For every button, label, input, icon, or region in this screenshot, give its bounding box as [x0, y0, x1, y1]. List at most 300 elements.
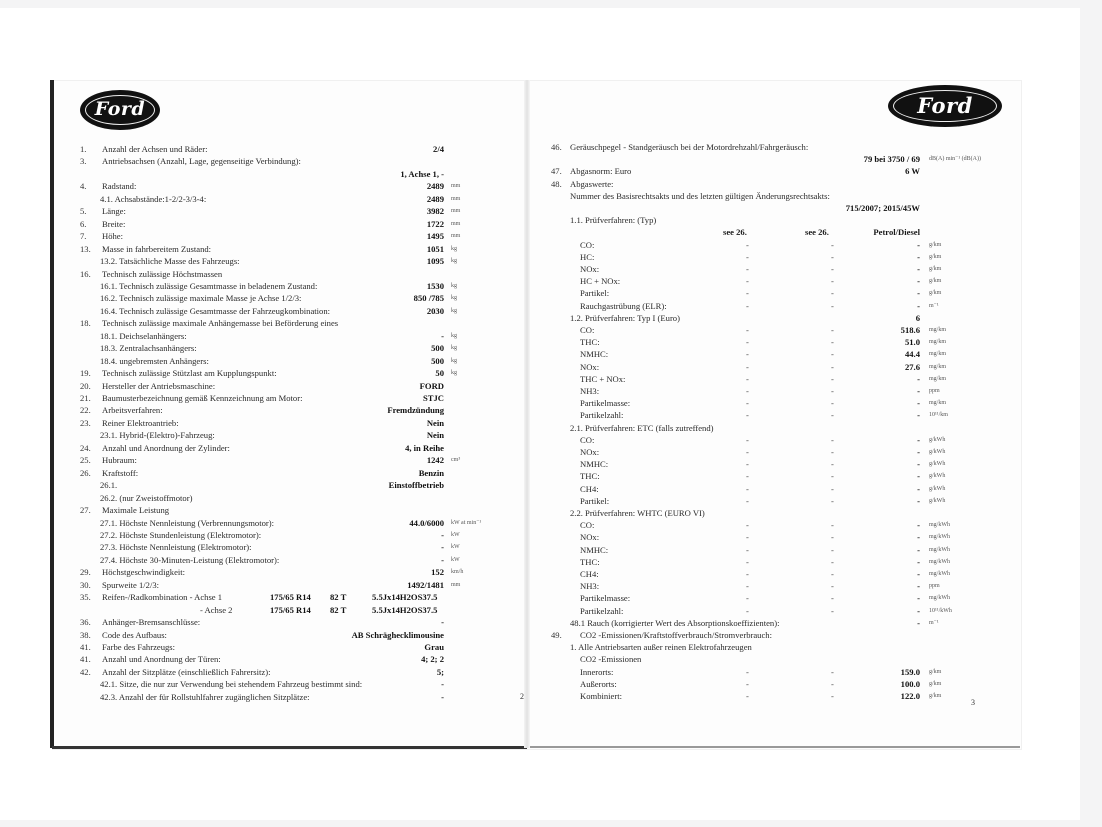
col-value-2: - — [831, 691, 834, 701]
row-value: 2030 — [426, 305, 444, 316]
row-value: 3982 — [426, 206, 444, 217]
row-unit: cm³ — [451, 457, 461, 464]
emission-row — [0, 385, 1020, 397]
row-unit: mg/kWh — [929, 595, 950, 602]
row-value: - — [917, 495, 920, 506]
row-label: Antriebsachsen (Anzahl, Lage, gegenseitige Verbindung): — [102, 156, 301, 167]
row-value: 5; — [436, 666, 444, 677]
col-value-2: - — [831, 373, 834, 384]
row-unit: kW at min⁻¹ — [451, 519, 482, 526]
row-label: CO: — [580, 325, 595, 335]
emission-row — [0, 141, 1020, 153]
row-value: - — [917, 410, 920, 421]
row-label: Reifen-/Radkombination - Achse 1 — [102, 592, 223, 603]
row-label: Anzahl und Anordnung der Türen: — [102, 654, 221, 665]
row-label: Partikelzahl: — [580, 605, 624, 616]
row-unit: mm — [451, 581, 461, 588]
col-value-1: - — [746, 386, 749, 396]
row-label: NH3: — [580, 386, 600, 396]
ford-logo-text: Ford — [917, 93, 973, 118]
row-label: 18.4. ungebremsten Anhängers: — [100, 355, 209, 366]
emission-row — [0, 568, 1020, 580]
col-value-2: - — [831, 349, 834, 360]
emission-row — [0, 605, 1020, 617]
row-value: - — [441, 554, 444, 565]
row-number: 41. — [80, 654, 91, 665]
scan-edge-bottom-right — [530, 746, 1020, 748]
row-value: - — [917, 544, 920, 555]
row-value: 4, in Reihe — [405, 442, 444, 453]
emission-row — [0, 202, 1020, 214]
emission-row — [0, 239, 1020, 251]
load-index: 82 T — [330, 592, 347, 603]
row-value: 715/2007; 2015/45W — [845, 203, 920, 213]
row-label: Anzahl der Achsen und Räder: — [102, 144, 208, 154]
row-unit: 10¹¹/kWh — [929, 607, 952, 614]
row-number: 1. — [80, 144, 87, 154]
row-value: 1495 — [426, 231, 444, 242]
row-unit: kW — [451, 544, 460, 551]
row-label: Partikel: — [580, 288, 610, 299]
row-value: - — [917, 239, 920, 250]
row-unit: mg/km — [929, 327, 947, 333]
row-unit: g/km — [929, 278, 942, 285]
row-unit: mg/kWh — [929, 546, 950, 553]
row-number: 26. — [80, 467, 91, 478]
col-value-2: - — [831, 410, 834, 421]
col-value-2: - — [831, 337, 834, 348]
col-value-1: - — [746, 239, 749, 250]
row-label: NMHC: — [580, 349, 609, 360]
row-label: 16.2. Technisch zulässige maximale Masse je Achse 1/2/3: — [100, 293, 302, 304]
row-value: 6 W — [905, 166, 920, 177]
row-number: 18. — [80, 318, 91, 329]
row-number: 30. — [80, 579, 91, 590]
row-label: 42.3. Anzahl der für Rollstuhlfahrer zugänglichen Sitzplätze: — [100, 691, 310, 702]
row-value: Nein — [426, 417, 444, 428]
row-value: 79 bei 3750 / 69 — [863, 154, 920, 165]
emission-row — [0, 666, 1020, 678]
emission-row — [0, 214, 1020, 226]
row-value: AB Schräghecklimousine — [351, 629, 444, 640]
row-value: - — [917, 471, 920, 482]
emission-row — [0, 531, 1020, 543]
emission-row — [0, 422, 1020, 434]
row-unit: g/km — [929, 253, 942, 260]
row-label: Höchstgeschwindigkeit: — [102, 567, 186, 578]
row-label: CH4: — [580, 483, 599, 494]
emission-row — [0, 434, 1020, 446]
emission-row — [0, 678, 1020, 690]
row-number: 6. — [80, 218, 87, 229]
row-number: 41. — [80, 642, 91, 652]
row-value: - — [917, 386, 920, 396]
emission-row — [0, 617, 1020, 629]
row-value: FORD — [419, 380, 444, 391]
row-number: 5. — [80, 206, 87, 217]
row-value: - — [917, 569, 920, 579]
row-number: 13. — [80, 243, 91, 254]
row-label: Höhe: — [102, 231, 124, 242]
row-label: Abgasnorm: Euro — [570, 166, 632, 177]
col-value-1: - — [746, 495, 749, 506]
row-label: 42.1. Sitze, die nur zur Verwendung bei stehendem Fahrzeug bestimmt sind: — [100, 679, 363, 690]
emission-row — [0, 544, 1020, 556]
col-value-1: - — [746, 544, 749, 555]
row-label: Hersteller der Antriebsmaschine: — [102, 380, 216, 391]
row-label: NOx: — [580, 532, 600, 543]
row-value: - — [917, 520, 920, 531]
row-value: 2489 — [426, 193, 444, 204]
row-label: Arbeitsverfahren: — [102, 405, 163, 416]
row-number: 22. — [80, 405, 91, 416]
row-label: Länge: — [102, 206, 126, 217]
row-number: 24. — [80, 442, 91, 453]
row-number: 23. — [80, 417, 91, 428]
emission-row — [0, 178, 1020, 190]
row-label: 4.1. Achsabstände:1-2/2-3/3-4: — [100, 193, 207, 204]
row-label: CO: — [580, 520, 595, 531]
row-unit: dB(A) min⁻¹ (dB(A)) — [929, 156, 981, 163]
row-label: Partikelmasse: — [580, 398, 631, 409]
row-unit: g/km — [929, 266, 942, 272]
col-value-1: - — [746, 337, 749, 348]
row-label: - Achse 2 — [200, 604, 233, 615]
row-unit: mg/kWh — [929, 558, 950, 565]
emission-row — [0, 263, 1020, 275]
row-unit: kW — [451, 556, 460, 563]
row-label: Kraftstoff: — [102, 467, 139, 478]
row-unit: mg/km — [929, 339, 947, 346]
col-value-1: - — [746, 398, 749, 409]
row-label: 27.4. Höchste 30-Minuten-Leistung (Elektromotor): — [100, 554, 280, 565]
emission-row — [0, 165, 1020, 177]
col-value-1: - — [746, 300, 749, 311]
row-label: NOx: — [580, 264, 600, 274]
col-value-1: - — [746, 581, 749, 592]
row-number: 7. — [80, 231, 87, 242]
col-value-1: - — [746, 593, 749, 604]
col-value-2: - — [831, 483, 834, 494]
emission-row — [0, 556, 1020, 568]
column-header: see 26. — [723, 227, 747, 238]
row-label: 27.1. Höchste Nennleistung (Verbrennungsmotor): — [100, 517, 274, 528]
row-value: 152 — [431, 567, 444, 578]
row-label: 23.1. Hybrid-(Elektro)-Fahrzeug: — [100, 430, 215, 441]
col-value-1: - — [746, 434, 749, 445]
row-value: - — [441, 330, 444, 341]
row-label: NMHC: — [580, 544, 609, 555]
emission-row — [0, 483, 1020, 495]
row-label: Kombiniert: — [580, 691, 623, 701]
row-label: Anzahl der Sitzplätze (einschließlich Fahrersitz): — [102, 666, 271, 677]
row-value: - — [917, 459, 920, 470]
emission-row — [0, 312, 1020, 324]
tire-size: 175/65 R14 — [270, 604, 311, 615]
row-label: 16.4. Technisch zulässige Gesamtmasse der Fahrzeugkombination: — [100, 305, 331, 316]
row-value: 2489 — [426, 181, 444, 192]
row-label: NOx: — [580, 361, 600, 372]
row-label: HC + NOx: — [580, 276, 621, 287]
row-value: - — [917, 373, 920, 384]
emission-row — [0, 495, 1020, 507]
emission-row — [0, 373, 1020, 385]
col-value-2: - — [831, 666, 834, 677]
row-value: - — [917, 483, 920, 494]
row-label: 2.1. Prüfverfahren: ETC (falls zutreffend) — [570, 422, 714, 433]
row-value: 2/4 — [433, 144, 444, 154]
row-label: Code des Aufbaus: — [102, 629, 167, 640]
row-value: 4; 2; 2 — [421, 654, 444, 665]
row-label: Masse in fahrbereitem Zustand: — [102, 243, 212, 254]
row-unit: kg — [451, 345, 457, 352]
col-value-1: - — [746, 569, 749, 579]
row-value: 27.6 — [904, 361, 920, 372]
row-value: - — [917, 532, 920, 543]
row-value: - — [917, 593, 920, 604]
row-unit: mm — [451, 195, 461, 202]
row-value: 50 — [435, 368, 444, 379]
row-label: CO: — [580, 434, 595, 445]
col-value-2: - — [831, 556, 834, 567]
row-value: - — [441, 679, 444, 690]
row-unit: m⁻¹ — [929, 302, 939, 309]
row-label: Radstand: — [102, 181, 137, 192]
emission-row — [0, 251, 1020, 263]
row-label: 26.2. (nur Zweistoffmotor) — [100, 492, 193, 503]
row-label: HC: — [580, 251, 595, 262]
row-unit: g/kWh — [929, 485, 946, 492]
emission-row — [0, 190, 1020, 202]
row-label: 1. Alle Antriebsarten außer reinen Elektrofahrzeugen — [570, 642, 752, 653]
row-number: 19. — [80, 368, 91, 379]
row-label: Breite: — [102, 218, 126, 229]
row-label: Partikelzahl: — [580, 410, 624, 421]
row-value: 51.0 — [904, 337, 920, 348]
row-unit: mg/km — [929, 375, 947, 382]
col-value-1: - — [746, 471, 749, 482]
row-unit: 10¹¹/km — [929, 412, 948, 419]
col-value-1: - — [746, 483, 749, 494]
row-unit: kg — [451, 357, 457, 364]
page-number-left: 2 — [520, 692, 524, 701]
row-number: 29. — [80, 567, 91, 578]
row-label: THC: — [580, 556, 600, 567]
ford-logo-left — [82, 92, 158, 128]
row-value: STJC — [422, 393, 444, 403]
row-unit: g/km — [929, 680, 942, 687]
row-unit: kg — [451, 332, 457, 339]
col-value-2: - — [831, 593, 834, 604]
row-value: - — [917, 605, 920, 616]
col-value-1: - — [746, 532, 749, 543]
row-unit: g/kWh — [929, 473, 946, 480]
row-value: - — [917, 276, 920, 287]
col-value-2: - — [831, 471, 834, 482]
row-value: 44.4 — [904, 349, 920, 360]
emission-row — [0, 446, 1020, 458]
row-value: - — [917, 398, 920, 409]
col-value-1: - — [746, 373, 749, 384]
emission-row — [0, 324, 1020, 336]
col-value-2: - — [831, 605, 834, 616]
row-value: 1492/1481 — [407, 579, 444, 590]
row-unit: mm — [451, 233, 461, 240]
row-value: - — [917, 581, 920, 592]
col-value-2: - — [831, 288, 834, 299]
row-number: 4. — [80, 181, 87, 192]
row-label: 27.2. Höchste Stundenleistung (Elektromotor): — [100, 529, 262, 540]
row-label: NMHC: — [580, 459, 609, 470]
row-number: 42. — [80, 666, 91, 677]
row-label: CH4: — [580, 569, 599, 579]
row-label: Reiner Elektroantrieb: — [102, 417, 179, 428]
row-label: Maximale Leistung — [102, 505, 170, 516]
emission-row — [0, 348, 1020, 360]
row-unit: mg/kWh — [929, 522, 950, 529]
emission-row — [0, 470, 1020, 482]
col-value-1: - — [746, 520, 749, 531]
tire-size: 175/65 R14 — [270, 592, 311, 603]
row-unit: g/kWh — [929, 449, 946, 455]
row-unit: g/km — [929, 693, 942, 699]
load-index: 82 T — [330, 604, 347, 615]
emission-row — [0, 409, 1020, 421]
row-label: Geräuschpegel - Standgeräusch bei der Motordrehzahl/Fahrgeräusch: — [570, 142, 809, 152]
row-label: Technisch zulässige Stützlast am Kupplungspunkt: — [102, 368, 277, 379]
emission-row — [0, 580, 1020, 592]
row-unit: kg — [451, 370, 457, 377]
row-unit: kg — [451, 295, 457, 302]
row-value: - — [441, 542, 444, 553]
row-label: 27.3. Höchste Nennleistung (Elektromotor): — [100, 542, 252, 553]
emission-row — [0, 226, 1020, 238]
row-value: 1051 — [426, 243, 444, 254]
col-value-1: - — [746, 666, 749, 677]
emission-row — [0, 287, 1020, 299]
row-value: 1095 — [426, 256, 444, 267]
col-value-2: - — [831, 276, 834, 287]
row-value: 44.0/6000 — [409, 517, 444, 528]
row-value: 500 — [431, 343, 444, 354]
row-label: THC + NOx: — [580, 373, 626, 384]
col-value-2: - — [831, 361, 834, 372]
emission-row — [0, 507, 1020, 519]
emission-row — [0, 361, 1020, 373]
scan-edge-bottom — [52, 746, 527, 749]
row-label: Technisch zulässige Höchstmassen — [102, 268, 223, 279]
row-value: - — [917, 251, 920, 262]
row-unit: mg/km — [929, 351, 947, 358]
emission-row — [0, 653, 1020, 665]
col-value-2: - — [831, 239, 834, 250]
row-unit: mg/km — [929, 400, 947, 407]
row-unit: g/kWh — [929, 436, 946, 443]
col-value-2: - — [831, 251, 834, 262]
row-value: 1530 — [426, 280, 444, 291]
emission-row — [0, 641, 1020, 653]
col-value-1: - — [746, 276, 749, 287]
row-unit: kW — [451, 531, 460, 538]
row-number: 48. — [551, 178, 562, 189]
col-value-1: - — [746, 288, 749, 299]
row-label: Rauchgastrübung (ELR): — [580, 300, 667, 311]
row-unit: ppm — [929, 583, 940, 590]
row-label: Spurweite 1/2/3: — [102, 579, 160, 590]
emission-row — [0, 153, 1020, 165]
row-label: Innerorts: — [580, 666, 614, 677]
row-label: Farbe des Fahrzeugs: — [102, 642, 176, 652]
row-label: 16.1. Technisch zulässige Gesamtmasse in beladenem Zustand: — [100, 280, 318, 291]
row-label: Technisch zulässige maximale Anhängemasse bei Beförderung eines — [102, 318, 339, 329]
row-number: 36. — [80, 617, 91, 628]
column-header: see 26. — [805, 227, 829, 238]
column-header: Petrol/Diesel — [873, 227, 920, 238]
col-value-2: - — [831, 325, 834, 335]
row-unit: mm — [451, 208, 461, 215]
row-label: CO: — [580, 239, 595, 250]
col-value-1: - — [746, 447, 749, 457]
row-value: - — [441, 691, 444, 702]
row-unit: mm — [451, 220, 461, 227]
row-value: - — [917, 300, 920, 311]
row-unit: km/h — [451, 569, 464, 576]
row-unit: g/kWh — [929, 461, 946, 468]
row-label: Baumusterbezeichnung gemäß Kennzeichnung am Motor: — [102, 393, 303, 403]
row-value: - — [917, 264, 920, 274]
row-value: Benzin — [418, 467, 444, 478]
emission-row — [0, 300, 1020, 312]
row-unit: ppm — [929, 388, 940, 394]
col-value-2: - — [831, 386, 834, 396]
col-value-1: - — [746, 678, 749, 689]
col-value-1: - — [746, 264, 749, 274]
row-number: 20. — [80, 380, 91, 391]
row-label: Außerorts: — [580, 678, 617, 689]
row-label: 2.2. Prüfverfahren: WHTC (EURO VI) — [570, 508, 705, 518]
row-label: THC: — [580, 337, 600, 348]
row-unit: kg — [451, 307, 457, 314]
emission-row — [0, 397, 1020, 409]
col-value-2: - — [831, 434, 834, 445]
row-value: 850 /785 — [413, 293, 444, 304]
row-value: 159.0 — [900, 666, 920, 677]
row-value: Grau — [424, 642, 444, 652]
rim-size: 5.5Jx14H2OS37.5 — [372, 592, 438, 603]
emission-row — [0, 592, 1020, 604]
row-number: 38. — [80, 629, 91, 640]
row-value: 122.0 — [900, 691, 920, 701]
row-unit: m⁻¹ — [929, 619, 939, 626]
col-value-2: - — [831, 300, 834, 311]
col-value-1: - — [746, 325, 749, 335]
col-value-1: - — [746, 691, 749, 701]
row-unit: kg — [451, 245, 457, 252]
row-unit: g/km — [929, 290, 942, 297]
row-label: Partikelmasse: — [580, 593, 631, 604]
col-value-1: - — [746, 556, 749, 567]
row-label: 1.1. Prüfverfahren: (Typ) — [570, 215, 657, 226]
row-value: - — [917, 556, 920, 567]
row-number: 27. — [80, 505, 91, 516]
emission-row — [0, 519, 1020, 531]
row-value: - — [917, 434, 920, 445]
row-number: 47. — [551, 166, 562, 177]
row-value: 100.0 — [900, 678, 920, 689]
row-label: 13.2. Tatsächliche Masse des Fahrzeugs: — [100, 256, 240, 267]
row-value: 1722 — [426, 218, 444, 229]
row-label: 1.2. Prüfverfahren: Typ I (Euro) — [570, 312, 680, 323]
